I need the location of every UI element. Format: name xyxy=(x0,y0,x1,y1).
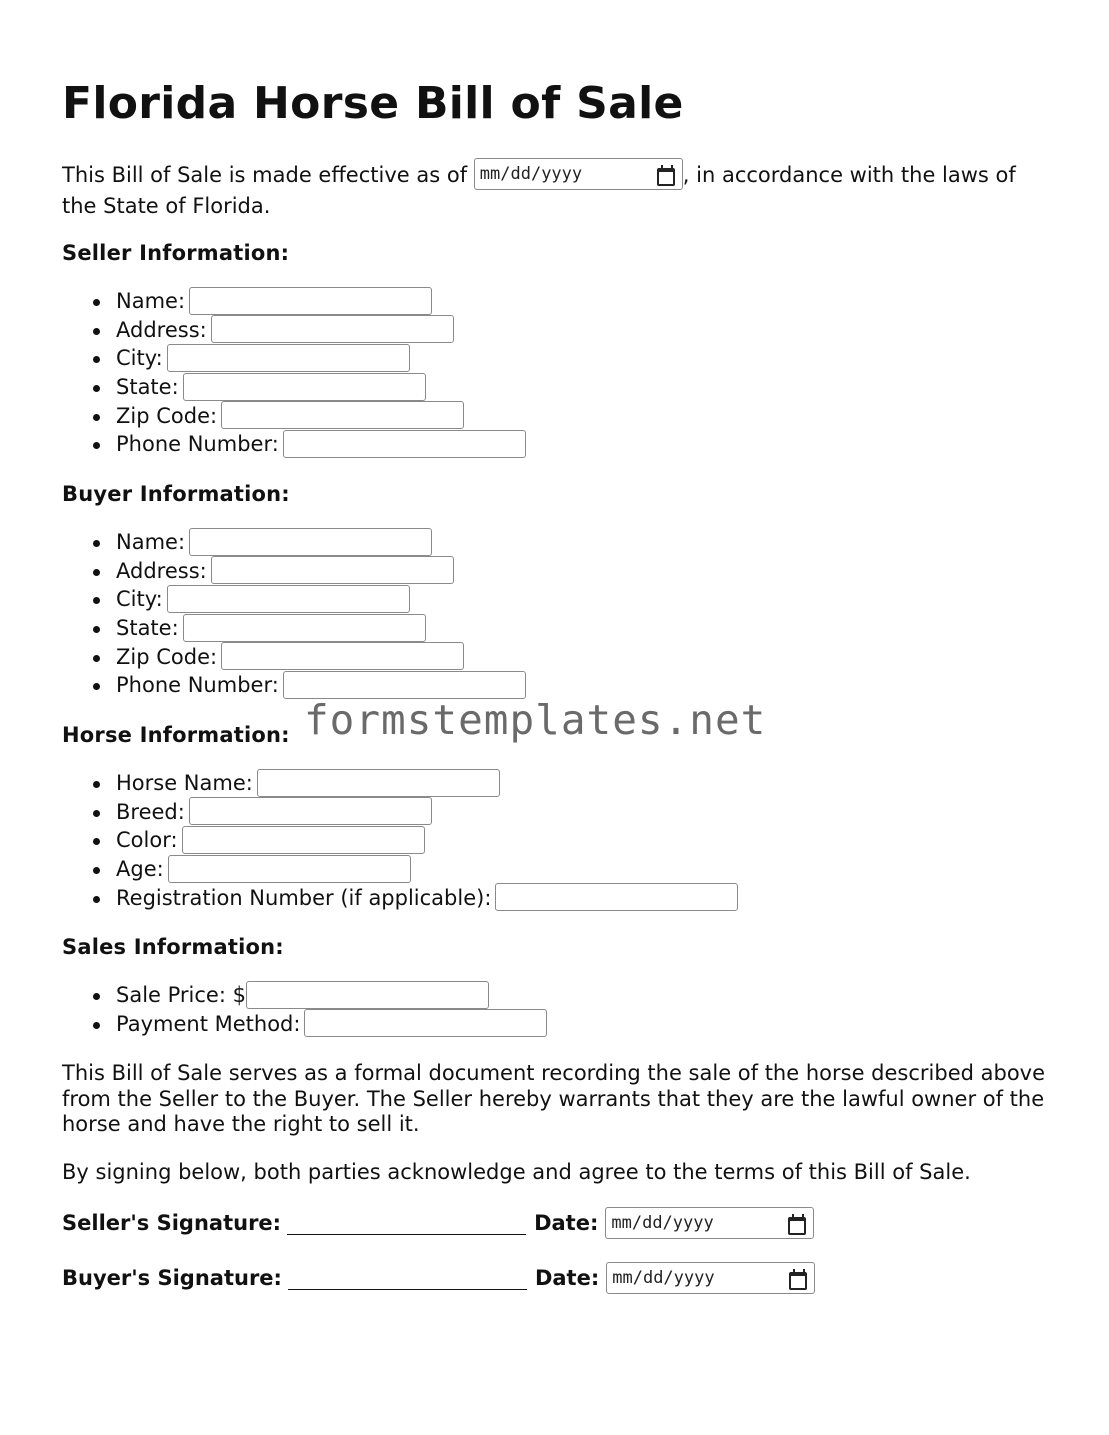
field-label: Horse Name: xyxy=(116,771,253,795)
seller-name-item xyxy=(116,287,526,316)
horse-fields xyxy=(62,769,738,912)
buyer-state-input[interactable] xyxy=(183,614,426,642)
effective-date-input[interactable] xyxy=(474,158,683,190)
buyer-signature-line xyxy=(62,1262,815,1294)
seller-date-input[interactable] xyxy=(605,1207,814,1239)
seller-signature-field[interactable] xyxy=(287,1212,526,1235)
seller-date-placeholder: mm/dd/yyyy xyxy=(611,1213,714,1233)
horse-breed-item xyxy=(116,798,738,827)
horse-breed-input[interactable] xyxy=(189,797,432,825)
field-label: State: xyxy=(116,616,179,641)
buyer-signature-label: Buyer's Signature: xyxy=(62,1266,282,1290)
horse-color-input[interactable] xyxy=(182,826,425,854)
seller-signature-line xyxy=(62,1207,814,1239)
horse-heading: Horse Information: xyxy=(62,723,290,747)
field-label: City: xyxy=(116,587,163,612)
page-title: Florida Horse Bill of Sale xyxy=(62,78,684,129)
sales-fields xyxy=(62,981,547,1038)
buyer-zip-item xyxy=(116,643,526,672)
buyer-city-input[interactable] xyxy=(167,585,410,613)
buyer-state-item xyxy=(116,614,526,643)
seller-zip-input[interactable] xyxy=(221,401,464,429)
field-label: Phone Number: xyxy=(116,673,279,698)
field-label: Name: xyxy=(116,289,186,313)
sales-heading: Sales Information: xyxy=(62,935,284,959)
buyer-date-label: Date: xyxy=(534,1266,600,1290)
field-label: Phone Number: xyxy=(116,432,279,457)
seller-name-input[interactable] xyxy=(189,287,432,315)
field-label: Registration Number (if applicable): xyxy=(116,885,492,910)
buyer-zip-input[interactable] xyxy=(221,642,464,670)
field-label: Address: xyxy=(116,317,207,342)
calendar-icon[interactable] xyxy=(656,165,674,183)
field-label: Color: xyxy=(116,828,178,853)
field-label: Payment Method: xyxy=(116,1011,301,1036)
seller-address-input[interactable] xyxy=(211,315,454,343)
sale-price-input[interactable] xyxy=(246,981,489,1009)
field-label: Zip Code: xyxy=(116,403,218,428)
sale-price-item xyxy=(116,981,547,1010)
buyer-address-input[interactable] xyxy=(211,556,454,584)
field-label: Breed: xyxy=(116,799,185,824)
buyer-heading: Buyer Information: xyxy=(62,482,290,506)
buyer-phone-input[interactable] xyxy=(283,671,526,699)
intro-text-before: This Bill of Sale is made effective as of xyxy=(62,163,474,187)
field-label: Address: xyxy=(116,558,207,583)
intro-text-after: , in accordance with the laws of the State of Florida. xyxy=(62,163,1016,218)
buyer-city-item xyxy=(116,585,526,614)
field-label: City: xyxy=(116,346,163,371)
intro-paragraph xyxy=(62,160,1052,222)
field-label: Name: xyxy=(116,530,186,554)
horse-name-item xyxy=(116,769,738,798)
buyer-address-item xyxy=(116,557,526,586)
horse-registration-item xyxy=(116,884,738,913)
field-label: Zip Code: xyxy=(116,644,218,669)
seller-zip-item xyxy=(116,402,526,431)
field-label: Sale Price: $ xyxy=(116,983,246,1007)
seller-address-item xyxy=(116,316,526,345)
seller-state-item xyxy=(116,373,526,402)
horse-name-input[interactable] xyxy=(257,769,500,797)
seller-heading: Seller Information: xyxy=(62,241,290,265)
horse-registration-input[interactable] xyxy=(495,883,738,911)
seller-state-input[interactable] xyxy=(183,373,426,401)
seller-date-label: Date: xyxy=(534,1211,599,1235)
payment-method-input[interactable] xyxy=(304,1009,547,1037)
seller-phone-item xyxy=(116,430,526,459)
payment-method-item xyxy=(116,1010,547,1039)
seller-city-input[interactable] xyxy=(167,344,410,372)
calendar-icon[interactable] xyxy=(788,1269,806,1287)
calendar-icon[interactable] xyxy=(787,1214,805,1232)
buyer-signature-field[interactable] xyxy=(288,1267,527,1290)
seller-signature-label: Seller's Signature: xyxy=(62,1211,282,1235)
buyer-date-input[interactable] xyxy=(606,1262,815,1294)
seller-city-item xyxy=(116,344,526,373)
horse-age-input[interactable] xyxy=(168,855,411,883)
buyer-fields xyxy=(62,528,526,700)
field-label: Age: xyxy=(116,857,164,882)
seller-fields xyxy=(62,287,526,459)
buyer-name-input[interactable] xyxy=(189,528,432,556)
effective-date-placeholder: mm/dd/yyyy xyxy=(479,163,583,184)
buyer-date-placeholder: mm/dd/yyyy xyxy=(612,1268,715,1288)
seller-phone-input[interactable] xyxy=(283,430,526,458)
horse-age-item xyxy=(116,855,738,884)
horse-color-item xyxy=(116,826,738,855)
acknowledgement-paragraph: By signing below, both parties acknowledge and agree to the terms of this Bill of Sale. xyxy=(62,1160,971,1184)
watermark-text: formstemplates.net xyxy=(304,696,767,744)
sale-statement-paragraph: This Bill of Sale serves as a formal document recording the sale of the horse described above from the Seller to the Buyer. The Seller hereby warrants that they are the lawful owner of the horse and have the right to sell it. xyxy=(62,1061,1046,1136)
buyer-name-item xyxy=(116,528,526,557)
field-label: State: xyxy=(116,375,179,400)
